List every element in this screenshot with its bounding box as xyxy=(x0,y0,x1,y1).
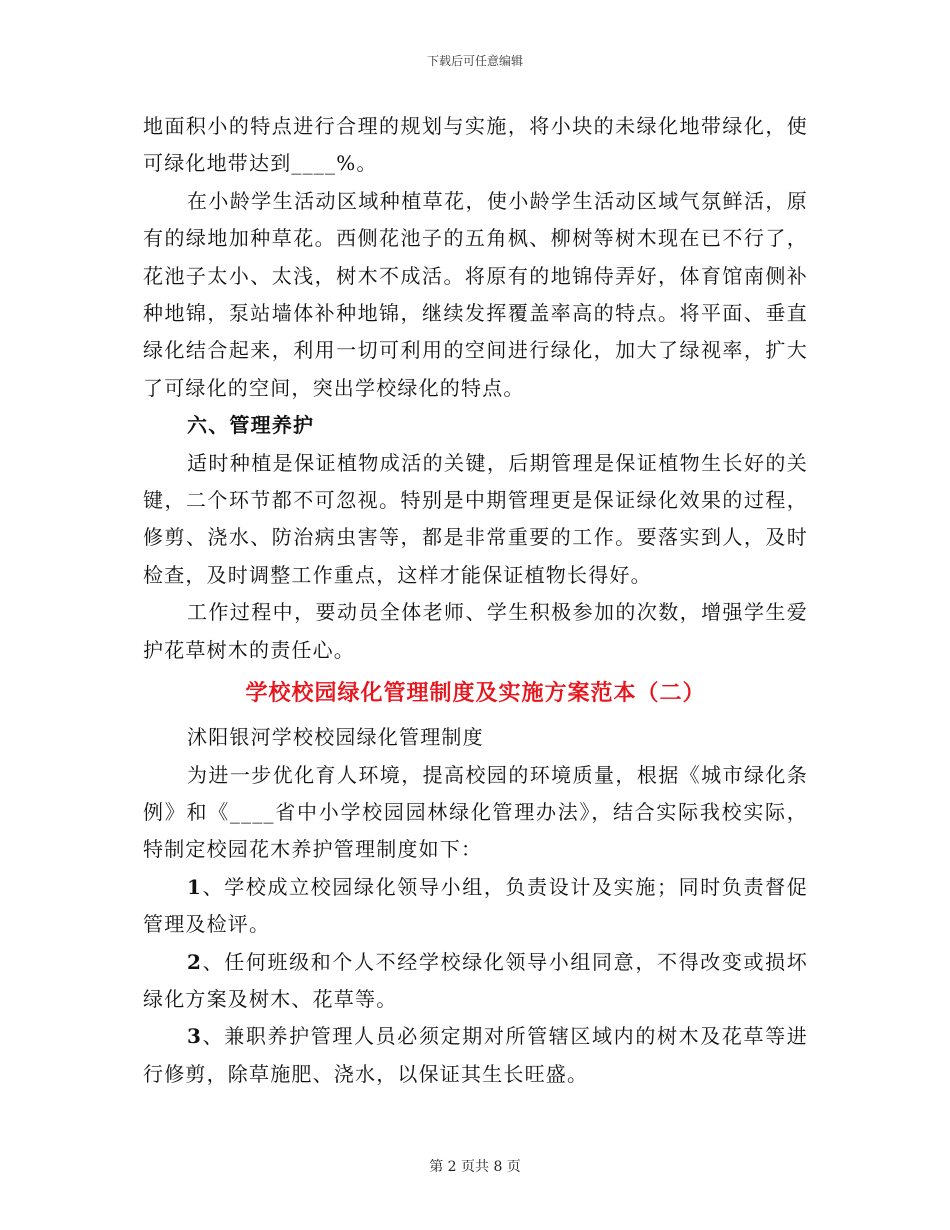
item-number: 3 xyxy=(187,1024,203,1049)
paragraph: 适时种植是保证植物成活的关键，后期管理是保证植物生长好的关键，二个环节都不可忽视。特别是中期管理更是保证绿化效果的过程，修剪、浇水、防治病虫害等，都是非常重要的工作。要落实到人，及时检查，及时调整工作重点，这样才能保证植物长得好。 xyxy=(143,450,808,587)
item-text: 、学校成立校园绿化领导小组，负责设计及实施；同时负责督促管理及检评。 xyxy=(143,874,808,937)
page-footer: 第 2 页共 8 页 xyxy=(429,1159,521,1175)
subtitle: 沭阳银河学校校园绿化管理制度 xyxy=(187,725,484,750)
list-item xyxy=(143,869,808,944)
item-number: 1 xyxy=(187,874,203,899)
document-body xyxy=(143,108,808,1093)
page-header: 下载后可任意编辑 xyxy=(426,54,523,68)
item-number: 2 xyxy=(187,949,203,974)
section-heading: 六、管理养护 xyxy=(187,413,315,438)
paragraph: 工作过程中，要动员全体老师、学生积极参加的次数，增强学生爱护花草树木的责任心。 xyxy=(143,600,808,662)
paragraph: 地面积小的特点进行合理的规划与实施，将小块的未绿化地带绿化，使可绿化地带达到____%。 xyxy=(143,114,808,176)
item-text: 、兼职养护管理人员必须定期对所管辖区域内的树木及花草等进行修剪，除草施肥、浇水，以保证其生长旺盛。 xyxy=(143,1024,808,1086)
item-text: 、任何班级和个人不经学校绿化领导小组同意，不得改变或损坏绿化方案及树木、花草等。 xyxy=(143,949,808,1011)
paragraph: 在小龄学生活动区域种植草花，使小龄学生活动区域气氛鲜活，原有的绿地加种草花。西侧花池子的五角枫、柳树等树木现在已不行了，花池子太小、太浅，树木不成活。将原有的地锦侍弄好，体育馆南侧补种地锦，泵站墙体补种地锦，继续发挥覆盖率高的特点。将平面、垂直绿化结合起来，利用一切可利用的空间进行绿化，加大了绿视率，扩大了可绿化的空间，突出学校绿化的特点。 xyxy=(143,188,808,400)
paragraph: 为进一步优化育人环境，提高校园的环境质量，根据《城市绿化条例》和《____省中小学校园园林绿化管理办法》，结合实际我校实际，特制定校园花木养护管理制度如下： xyxy=(143,762,808,862)
list-item xyxy=(143,944,808,1019)
list-item xyxy=(143,1018,808,1093)
document-title: 学校校园绿化管理制度及实施方案范本（二） xyxy=(245,680,706,707)
